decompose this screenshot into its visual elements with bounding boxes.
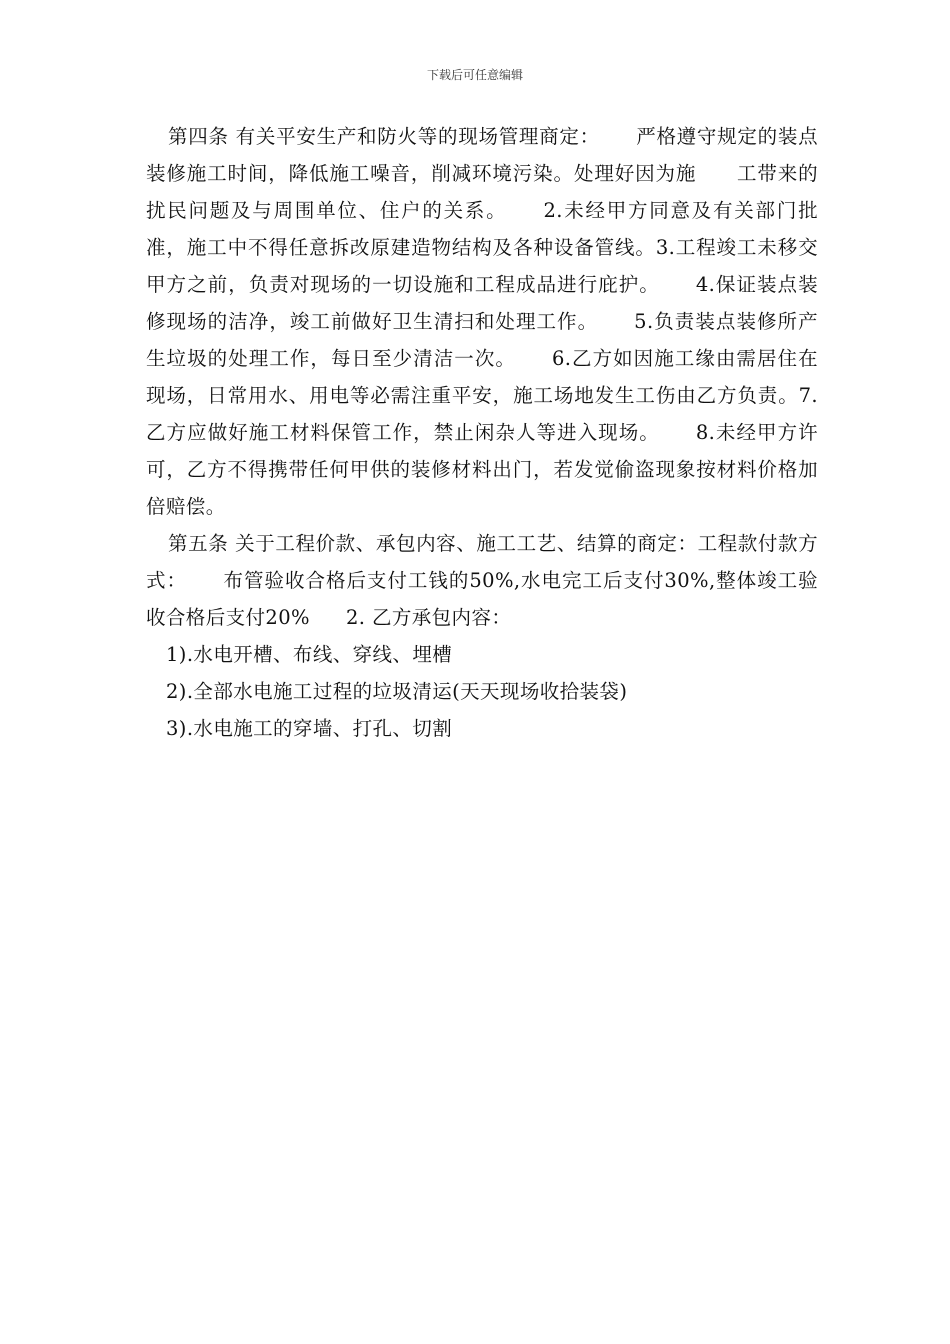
article-4-clause-5: 5.负责装点装修所产生垃圾的处理工作，每日至少清洁一次。 [146,310,818,370]
article-4-clause-4: 4.保证装点装修现场的洁净，竣工前做好卫生清扫和处理工作。 [146,273,818,333]
article-4-title: 第四条 有关平安生产和防火等的现场管理商定： [168,125,600,148]
payment-label: 工程款付款方式： [146,532,818,592]
article-4-clause-2: 2.未经甲方同意及有关部门批准，施工中不得任意拆改原建造物结构及各种设备管线。 [146,199,818,259]
article-4-clause-7: 7.乙方应做好施工材料保管工作，禁止闲杂人等进入现场。 [146,384,818,444]
payment-terms: 布管验收合格后支付工钱的50%,水电完工后支付30%,整体竣工验收合格后支付20% [146,569,818,629]
article-4-paragraph [146,118,818,525]
document-body [146,118,818,747]
article-4-clause-6: 6.乙方如因施工缘由需居住在现场，日常用水、用电等必需注重平安，施工场地发生工伤由乙方负责。 [146,347,818,407]
scope-item-3: 3).水电施工的穿墙、打孔、切割 [166,717,453,740]
scope-item-1: 1).水电开槽、布线、穿线、埋槽 [166,643,453,666]
article-4-clause-3: 3.工程竣工未移交甲方之前，负责对现场的一切设施和工程成品进行庇护。 [146,236,818,296]
article-4-clause-1: 严格遵守规定的装点装修施工时间，降低施工噪音，削减环境污染。处理好因为施 工带来的扰民问题及与周围单位、住户的关系。 [146,125,818,222]
article-5-paragraph [146,525,818,636]
page-header: 下载后可任意编辑 [426,68,523,82]
article-4-clause-8: 8.未经甲方许可，乙方不得携带任何甲供的装修材料出门，若发觉偷盗现象按材料价格加倍赔偿。 [146,421,818,518]
article-5-title: 第五条 关于工程价款、承包内容、施工工艺、结算的商定： [168,532,698,555]
scope-label: 2. 乙方承包内容： [345,606,512,629]
scope-item-2: 2).全部水电施工过程的垃圾清运(天天现场收拾装袋) [166,680,628,703]
